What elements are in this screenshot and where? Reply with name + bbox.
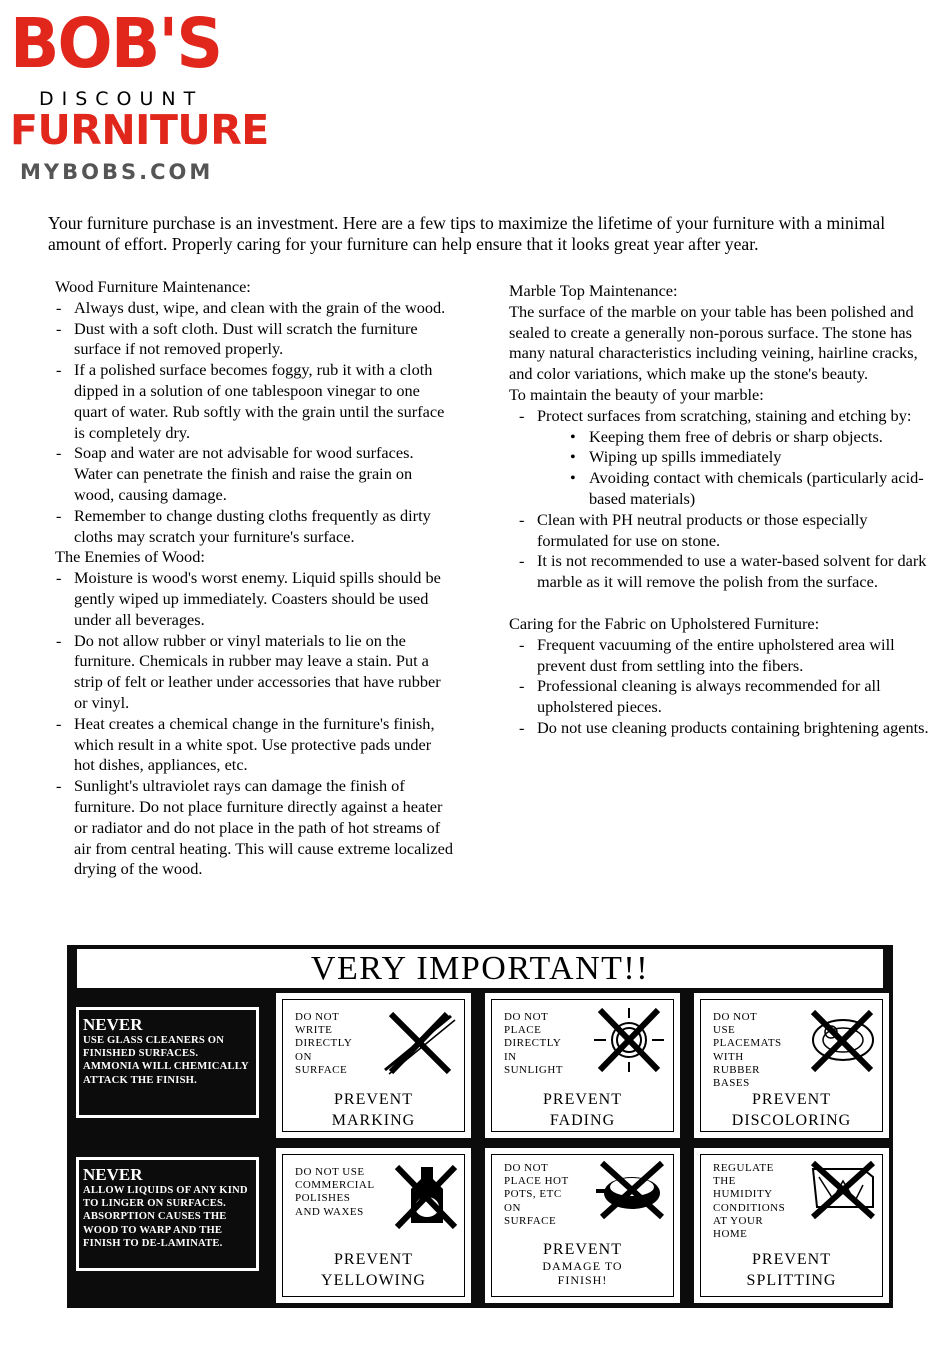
card-text: REGULATE THE HUMIDITY CONDITIONS AT YOUR HOME xyxy=(713,1162,786,1241)
card-bottom-subtitle: DAMAGE TO FINISH! xyxy=(542,1259,623,1287)
intro-paragraph: Your furniture purchase is an investment. Here are a few tips to maximize the lifetime of your furniture with a minimal amount of effort. Properly caring for your furniture can help ensure that it looks great year after year. xyxy=(48,213,886,254)
logo-bobs: BOB'S xyxy=(10,4,222,84)
logo-discount: DISCOUNT xyxy=(39,88,204,110)
placemat-crossed-icon xyxy=(803,1008,881,1074)
list-item: - If a polished surface becomes foggy, rub it with a cloth dipped in a solution of one tablespoon vinegar to one quart of water. Rub softly with the grain until the surface is completely dry. xyxy=(55,360,455,443)
marble-paragraph: The surface of the marble on your table has been polished and sealed to create a generally non-porous surface. The stone has many natural characteristics including veining, hairline cracks, and color variations, which make up the stone's beauty. xyxy=(509,301,918,384)
card-prevent-fading xyxy=(485,993,680,1138)
wood-list xyxy=(55,298,455,548)
card-prevent-marking xyxy=(276,993,471,1138)
card-prevent-yellowing xyxy=(276,1148,471,1303)
card-bottom: PREVENT SPLITTING xyxy=(746,1251,837,1289)
list-item: - Do not allow rubber or vinyl materials to lie on the furniture. Chemicals in rubber may leave a stain. Put a strip of felt or leather under accessories that have rubber or vinyl. xyxy=(55,631,455,714)
card-text: DO NOT USE PLACEMATS WITH RUBBER BASES xyxy=(713,1011,782,1090)
sublist-item: • Avoiding contact with chemicals (particularly acid-based materials) xyxy=(570,468,929,510)
list-item xyxy=(518,406,929,510)
list-item: - Do not use cleaning products containing brightening agents. xyxy=(518,718,929,739)
hot-pot-crossed-icon xyxy=(592,1159,672,1221)
card-bottom-title: PREVENT xyxy=(543,1241,622,1258)
never-liquids-box xyxy=(76,1157,259,1271)
card-prevent-damage xyxy=(485,1148,680,1303)
marble-list xyxy=(518,406,929,593)
list-item: - Heat creates a chemical change in the furniture's finish, which result in a white spot. Use protective pads under hot dishes, appliances, etc. xyxy=(55,714,455,776)
card-text: DO NOT WRITE DIRECTLY ON SURFACE xyxy=(295,1011,353,1076)
fabric-heading: Caring for the Fabric on Upholstered Furniture: xyxy=(509,613,820,633)
sublist-item: • Keeping them free of debris or sharp objects. xyxy=(570,427,929,448)
enemies-heading: The Enemies of Wood: xyxy=(55,547,205,567)
list-item-text: Protect surfaces from scratching, staining and etching by: xyxy=(537,405,912,425)
logo-furniture: FURNITURE xyxy=(10,106,269,154)
sun-crossed-icon xyxy=(586,1004,672,1076)
logo-website: MYBOBS.COM xyxy=(20,160,214,184)
list-item: - Clean with PH neutral products or those especially formulated for use on stone. xyxy=(518,510,929,552)
marble-sublist xyxy=(570,427,929,510)
very-important-panel xyxy=(67,945,893,1308)
card-text: DO NOT PLACE DIRECTLY IN SUNLIGHT xyxy=(504,1011,563,1076)
wood-heading: Wood Furniture Maintenance: xyxy=(55,277,251,296)
list-item: - Dust with a soft cloth. Dust will scratch the furniture surface if not removed properly. xyxy=(55,319,455,361)
card-bottom: PREVENT DISCOLORING xyxy=(731,1091,852,1129)
enemies-list xyxy=(55,568,455,880)
list-item: - It is not recommended to use a water-based solvent for dark marble as it will remove the polish from the surface. xyxy=(518,551,929,593)
card-bottom: PREVENT FADING xyxy=(543,1091,622,1129)
card-text: DO NOT PLACE HOT POTS, ETC ON SURFACE xyxy=(504,1162,569,1227)
pen-crossed-icon xyxy=(379,1010,459,1076)
card-bottom: PREVENT YELLOWING xyxy=(321,1251,426,1289)
right-column xyxy=(509,281,929,739)
list-item: - Sunlight's ultraviolet rays can damage the finish of furniture. Do not place furniture directly against a heater or radiator and do not place in the path of hot streams of air from central heating. This will cause extreme localized drying of the wood. xyxy=(55,776,455,880)
marble-heading: Marble Top Maintenance: xyxy=(509,281,678,300)
list-item: - Soap and water are not advisable for wood surfaces. Water can penetrate the finish and raise the grain on wood, causing damage. xyxy=(55,443,455,505)
card-prevent-splitting xyxy=(694,1148,889,1303)
list-item: - Moisture is wood's worst enemy. Liquid spills should be gently wiped up immediately. Coasters should be used under all beverages. xyxy=(55,568,455,630)
never-glass-cleaners-box xyxy=(76,1007,259,1118)
never-text: ALLOW LIQUIDS OF ANY KIND TO LINGER ON SURFACES. ABSORPTION CAUSES THE WOOD TO WARP AND THE FINISH TO DE-LAMINATE. xyxy=(83,1185,248,1249)
marble-subheading: To maintain the beauty of your marble: xyxy=(509,384,764,404)
never-heading: NEVER xyxy=(83,1015,143,1034)
card-prevent-discoloring xyxy=(694,993,889,1138)
polish-bottle-crossed-icon xyxy=(391,1161,463,1231)
split-wood-crossed-icon xyxy=(805,1159,881,1221)
list-item: - Frequent vacuuming of the entire upholstered area will prevent dust from settling into the fibers. xyxy=(518,635,929,677)
panel-title: VERY IMPORTANT!! xyxy=(77,949,883,988)
list-item: - Professional cleaning is always recommended for all upholstered pieces. xyxy=(518,676,929,718)
list-item: - Remember to change dusting cloths frequently as dirty cloths may scratch your furniture's surface. xyxy=(55,506,455,548)
list-item: - Always dust, wipe, and clean with the grain of the wood. xyxy=(55,298,455,319)
bobs-logo xyxy=(10,4,269,186)
never-heading: NEVER xyxy=(83,1165,143,1184)
card-text: DO NOT USE COMMERCIAL POLISHES AND WAXES xyxy=(295,1166,375,1218)
fabric-list xyxy=(518,635,929,739)
sublist-item: • Wiping up spills immediately xyxy=(570,447,929,468)
left-column xyxy=(55,277,455,880)
never-text: USE GLASS CLEANERS ON FINISHED SURFACES. AMMONIA WILL CHEMICALLY ATTACK THE FINISH. xyxy=(83,1035,249,1086)
card-bottom: PREVENT MARKING xyxy=(331,1091,416,1129)
